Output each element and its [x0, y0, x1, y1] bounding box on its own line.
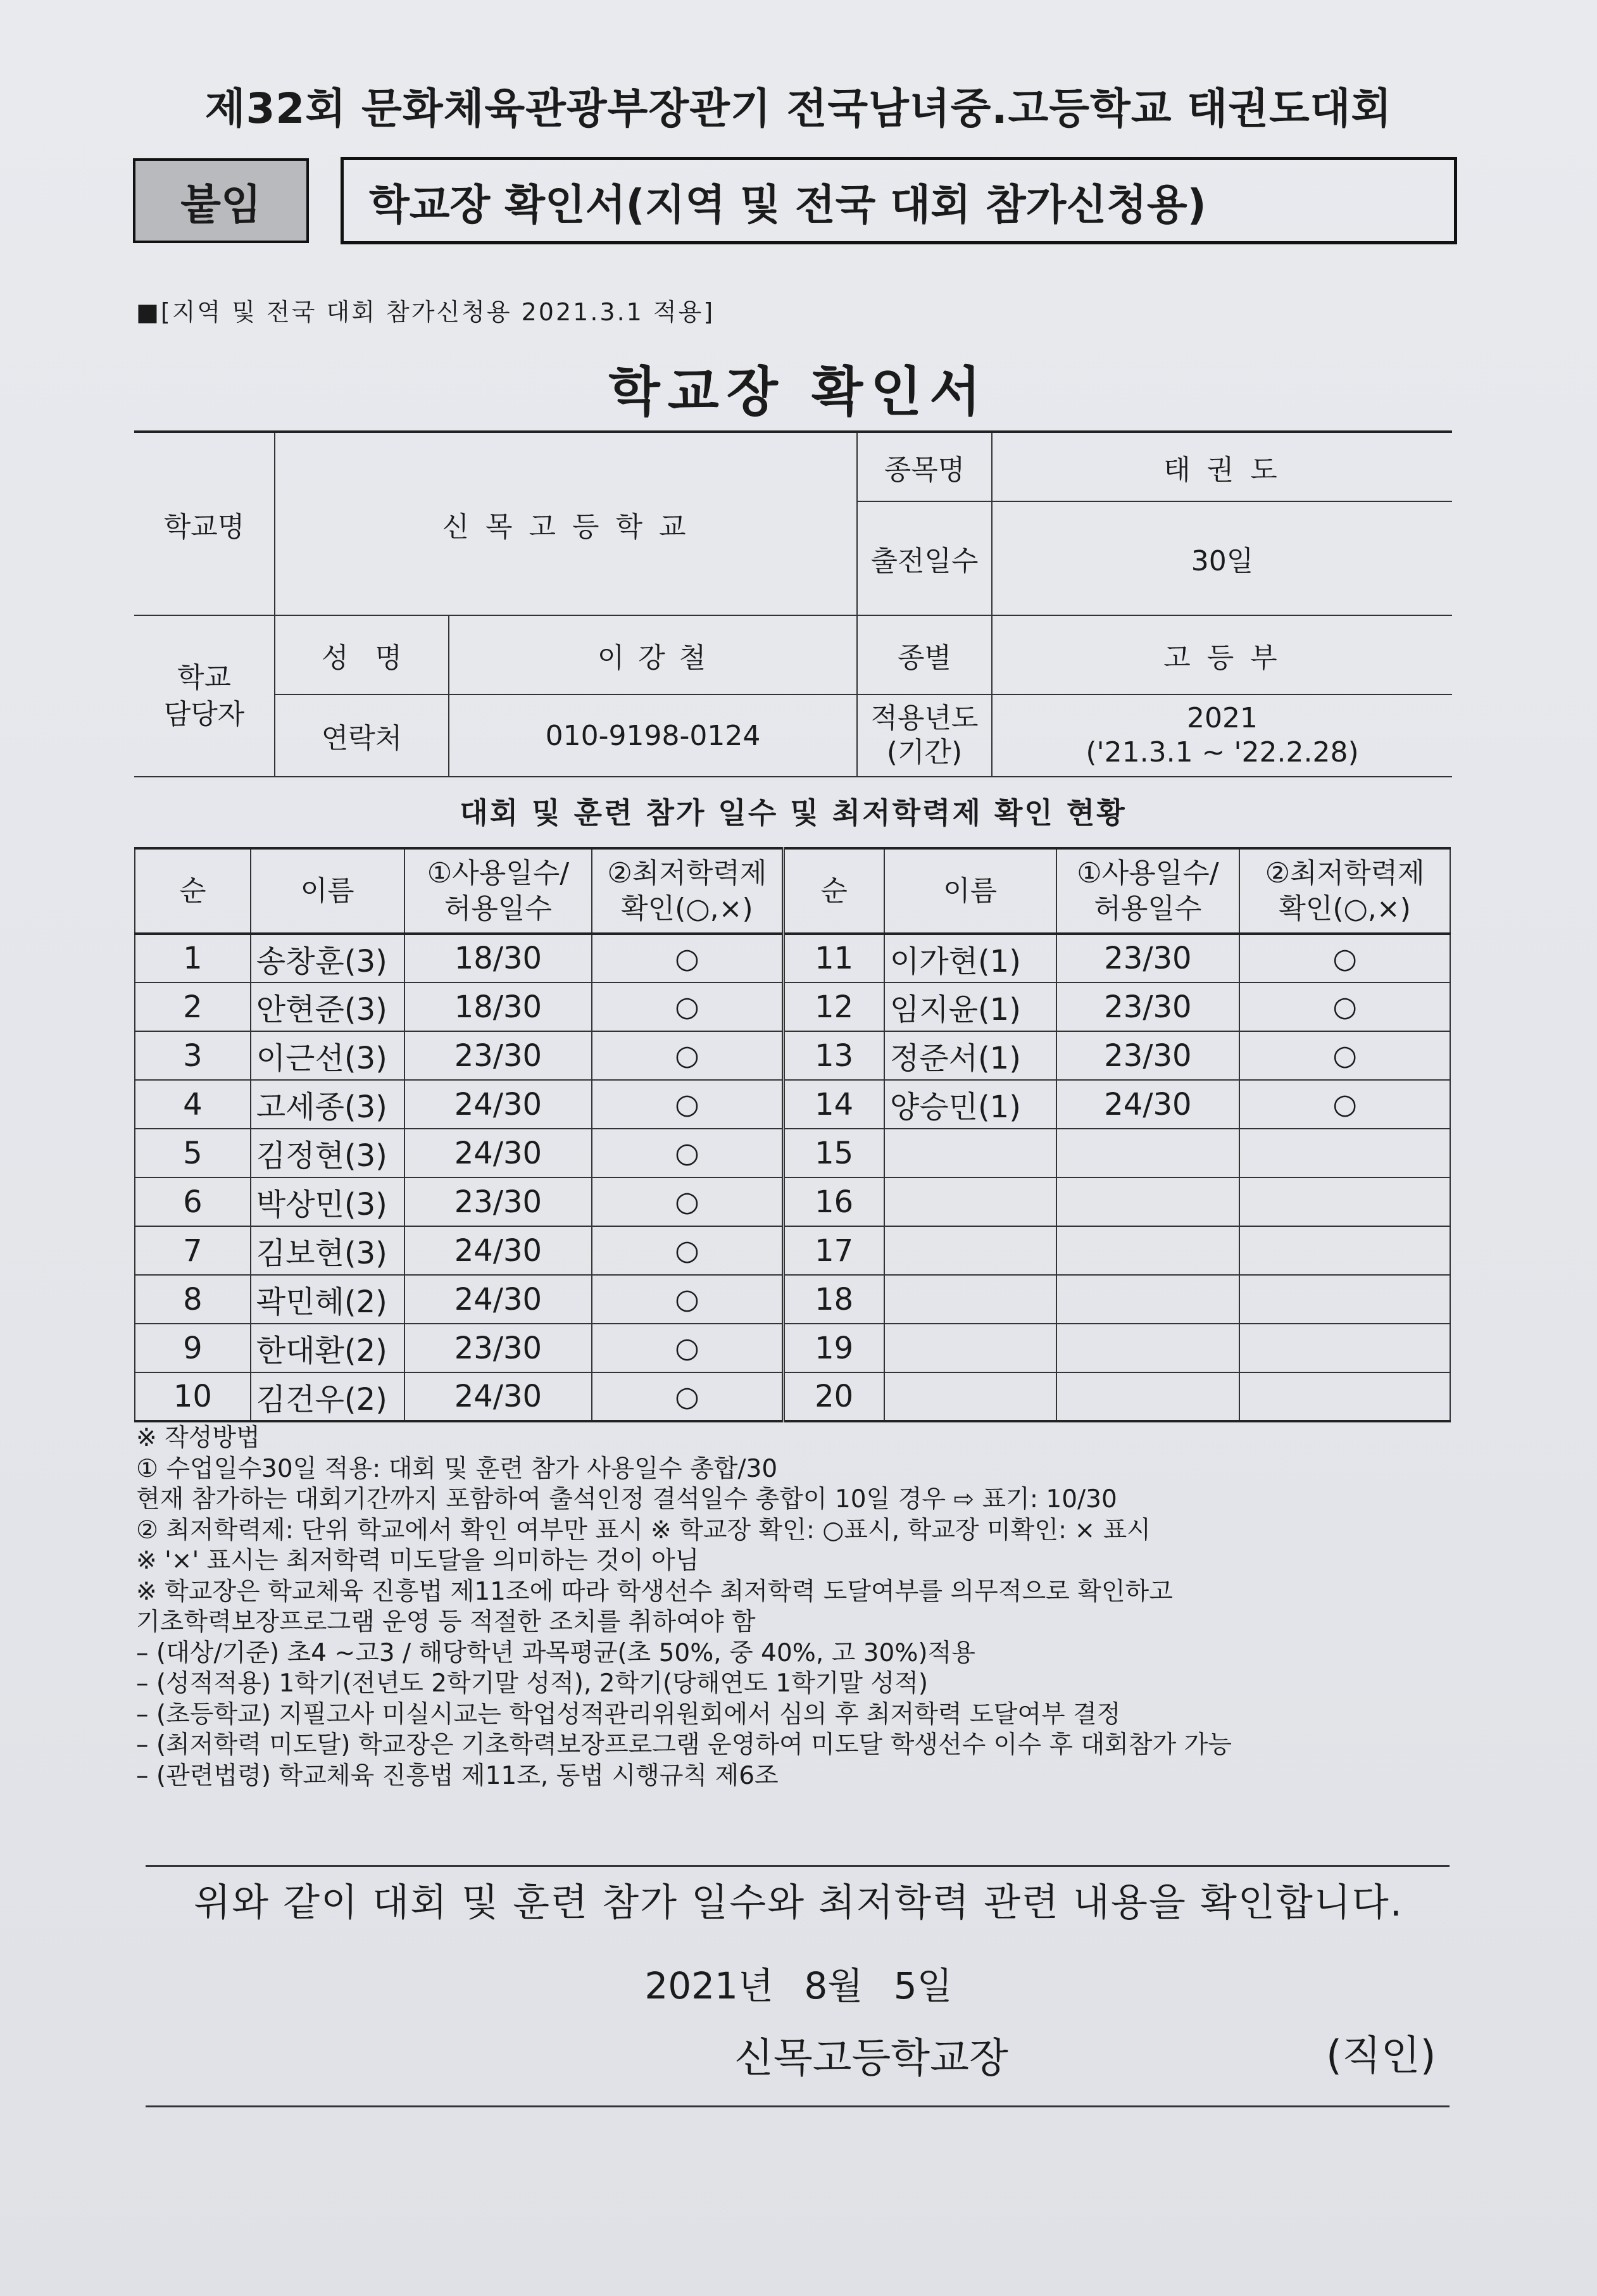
- days-used: 24/30: [404, 1372, 592, 1421]
- days-used: 24/30: [404, 1080, 592, 1129]
- row-number: 20: [783, 1372, 884, 1421]
- academic-check: ○: [1239, 1031, 1450, 1080]
- athlete-name: 안현준(3): [251, 982, 404, 1031]
- academic-check: ○: [592, 982, 783, 1031]
- academic-check: ○: [592, 1372, 783, 1421]
- academic-check: ○: [592, 1226, 783, 1275]
- days-used: 24/30: [404, 1226, 592, 1275]
- row-number: 13: [783, 1031, 884, 1080]
- method-line: 현재 참가하는 대회기간까지 포함하여 출석인정 결석일수 총합이 10일 경우 ⇨ 표기: 10/30: [136, 1485, 1117, 1514]
- academic-check: [1239, 1324, 1450, 1372]
- row-number: 18: [783, 1275, 884, 1324]
- col-no: 순: [135, 848, 251, 934]
- col-name: 이름: [251, 848, 404, 934]
- year-cell: [992, 694, 1452, 777]
- method-line: ※ 작성방법: [136, 1424, 260, 1452]
- athlete-name: 김건우(2): [251, 1372, 404, 1421]
- days-used: 18/30: [404, 982, 592, 1031]
- days-used: [1056, 1129, 1240, 1177]
- method-line: ※ 학교장은 학교체육 진흥법 제11조에 따라 학생선수 최저학력 도달여부를 의무적으로 확인하고: [136, 1577, 1173, 1606]
- attachment-badge: 붙임: [133, 158, 309, 243]
- method-line: 기초학력보장프로그램 운영 등 적절한 조치를 취하여야 함: [136, 1608, 756, 1636]
- division-value: 고 등 부: [992, 615, 1452, 694]
- col-no-right: 순: [783, 848, 884, 934]
- method-line: ② 최저학력제: 단위 학교에서 확인 여부만 표시 ※ 학교장 확인: ○표시, 학교장 미확인: × 표시: [136, 1515, 1151, 1545]
- bottom-divider: [146, 2105, 1450, 2107]
- row-number: 19: [783, 1324, 884, 1372]
- athlete-name: [884, 1129, 1056, 1177]
- days-label: 출전일수: [857, 501, 992, 615]
- athlete-name: [884, 1226, 1056, 1275]
- row-number: 5: [135, 1129, 251, 1177]
- manager-name: 이 강 철: [449, 615, 857, 694]
- athlete-name: 김보현(3): [251, 1226, 404, 1275]
- row-number: 1: [135, 934, 251, 982]
- row-number: 4: [135, 1080, 251, 1129]
- athlete-name: 이가현(1): [884, 934, 1056, 982]
- academic-check: ○: [592, 934, 783, 982]
- row-number: 10: [135, 1372, 251, 1421]
- method-line: – (최저학력 미도달) 학교장은 기초학력보장프로그램 운영하여 미도달 학생선수 이수 후 대회참가 가능: [136, 1731, 1232, 1759]
- table-row: [135, 1275, 1450, 1324]
- method-line: – (대상/기준) 초4 ~고3 / 해당학년 과목평균(초 50%, 중 40%, 고 30%)적용: [136, 1638, 975, 1667]
- academic-check: ○: [592, 1031, 783, 1080]
- applicable-note: ■[지역 및 전국 대회 참가신청용 2021.3.1 적용]: [136, 298, 715, 326]
- row-number: 2: [135, 982, 251, 1031]
- academic-check: [1239, 1226, 1450, 1275]
- row-number: 12: [783, 982, 884, 1031]
- row-number: 6: [135, 1177, 251, 1226]
- row-number: 17: [783, 1226, 884, 1275]
- table-row: [135, 1226, 1450, 1275]
- days-used: 23/30: [1056, 934, 1240, 982]
- days-used: [1056, 1275, 1240, 1324]
- writing-method: [136, 1423, 1459, 1791]
- form-subtitle-text: 학교장 확인서(지역 및 전국 대회 참가신청용): [369, 180, 1206, 229]
- document-title: 학교장 확인서: [608, 361, 989, 423]
- col-days-right: ①사용일수/ 허용일수: [1056, 848, 1240, 934]
- issue-date: 2021년 8월 5일: [644, 1964, 953, 2007]
- method-line: ※ '×' 표시는 최저학력 미도달을 의미하는 것이 아님: [136, 1546, 699, 1575]
- days-value: 30일: [992, 501, 1452, 615]
- contact-value: 010-9198-0124: [449, 694, 857, 777]
- academic-check: ○: [1239, 982, 1450, 1031]
- academic-check: ○: [592, 1080, 783, 1129]
- athlete-name: 임지윤(1): [884, 982, 1056, 1031]
- table-row: [135, 1324, 1450, 1372]
- academic-check: [1239, 1177, 1450, 1226]
- academic-check: ○: [592, 1324, 783, 1372]
- athlete-name: 송창훈(3): [251, 934, 404, 982]
- principal-name: 신목고등학교장: [734, 2035, 1008, 2082]
- athlete-name: 김정현(3): [251, 1129, 404, 1177]
- roster-heading: 대회 및 훈련 참가 일수 및 최저학력제 확인 현황: [460, 796, 1127, 830]
- period-value: ('21.3.1 ~ '22.2.28): [1086, 736, 1359, 768]
- athlete-name: 이근선(3): [251, 1031, 404, 1080]
- col-check: ②최저학력제 확인(○,×): [592, 848, 783, 934]
- table-row: [135, 934, 1450, 982]
- table-row: [135, 1080, 1450, 1129]
- days-used: 23/30: [404, 1324, 592, 1372]
- confirmation-statement: 위와 같이 대회 및 훈련 참가 일수와 최저학력 관련 내용을 확인합니다.: [194, 1881, 1403, 1925]
- athlete-name: [884, 1275, 1056, 1324]
- athlete-name: 고세종(3): [251, 1080, 404, 1129]
- athlete-name: 곽민혜(2): [251, 1275, 404, 1324]
- table-row: [135, 1372, 1450, 1421]
- divider: [146, 1865, 1450, 1867]
- table-row: [135, 1177, 1450, 1226]
- school-name-label: 학교명: [134, 432, 275, 615]
- academic-check: ○: [592, 1275, 783, 1324]
- method-line: – (성적적용) 1학기(전년도 2학기말 성적), 2학기(당해연도 1학기말 성적): [136, 1669, 929, 1698]
- division-label: 종별: [857, 615, 992, 694]
- col-name-right: 이름: [884, 848, 1056, 934]
- method-line: ① 수업일수30일 적용: 대회 및 훈련 참가 사용일수 총합/30: [136, 1454, 778, 1483]
- academic-check: ○: [1239, 1080, 1450, 1129]
- sport-label: 종목명: [857, 432, 992, 501]
- academic-check: ○: [592, 1129, 783, 1177]
- academic-check: [1239, 1129, 1450, 1177]
- manager-label: 학교 담당자: [134, 615, 275, 777]
- school-info-table: [134, 430, 1452, 777]
- row-number: 16: [783, 1177, 884, 1226]
- roster-table: [134, 847, 1451, 1422]
- row-number: 7: [135, 1226, 251, 1275]
- days-used: [1056, 1324, 1240, 1372]
- event-title: 제32회 문화체육관광부장관기 전국남녀중.고등학교 태권도대회: [204, 84, 1393, 133]
- row-number: 15: [783, 1129, 884, 1177]
- table-row: [135, 982, 1450, 1031]
- table-row: [135, 1031, 1450, 1080]
- academic-check: [1239, 1275, 1450, 1324]
- school-name-value: 신 목 고 등 학 교: [275, 432, 857, 615]
- athlete-name: [884, 1324, 1056, 1372]
- row-number: 8: [135, 1275, 251, 1324]
- name-label: 성 명: [275, 615, 449, 694]
- days-used: [1056, 1372, 1240, 1421]
- days-used: 23/30: [404, 1031, 592, 1080]
- year-label: 적용년도 (기간): [857, 694, 992, 777]
- days-used: 24/30: [1056, 1080, 1240, 1129]
- contact-label: 연락처: [275, 694, 449, 777]
- athlete-name: 정준서(1): [884, 1031, 1056, 1080]
- row-number: 9: [135, 1324, 251, 1372]
- year-value: 2021: [1187, 702, 1258, 734]
- row-number: 11: [783, 934, 884, 982]
- days-used: 18/30: [404, 934, 592, 982]
- form-subtitle: [341, 157, 1457, 244]
- table-row: [135, 1129, 1450, 1177]
- days-used: 24/30: [404, 1129, 592, 1177]
- days-used: 24/30: [404, 1275, 592, 1324]
- days-used: 23/30: [404, 1177, 592, 1226]
- method-line: – (초등학교) 지필고사 미실시교는 학업성적관리위원회에서 심의 후 최저학력 도달여부 결정: [136, 1700, 1121, 1729]
- official-seal: (직인): [1326, 2033, 1436, 2080]
- athlete-name: [884, 1372, 1056, 1421]
- row-number: 14: [783, 1080, 884, 1129]
- academic-check: ○: [1239, 934, 1450, 982]
- days-used: [1056, 1177, 1240, 1226]
- sport-value: 태 권 도: [992, 432, 1452, 501]
- row-number: 3: [135, 1031, 251, 1080]
- col-check-right: ②최저학력제 확인(○,×): [1239, 848, 1450, 934]
- method-line: – (관련법령) 학교체육 진흥법 제11조, 동법 시행규칙 제6조: [136, 1761, 779, 1790]
- academic-check: [1239, 1372, 1450, 1421]
- athlete-name: 박상민(3): [251, 1177, 404, 1226]
- athlete-name: 양승민(1): [884, 1080, 1056, 1129]
- athlete-name: 한대환(2): [251, 1324, 404, 1372]
- days-used: 23/30: [1056, 982, 1240, 1031]
- days-used: 23/30: [1056, 1031, 1240, 1080]
- days-used: [1056, 1226, 1240, 1275]
- academic-check: ○: [592, 1177, 783, 1226]
- athlete-name: [884, 1177, 1056, 1226]
- col-days: ①사용일수/ 허용일수: [404, 848, 592, 934]
